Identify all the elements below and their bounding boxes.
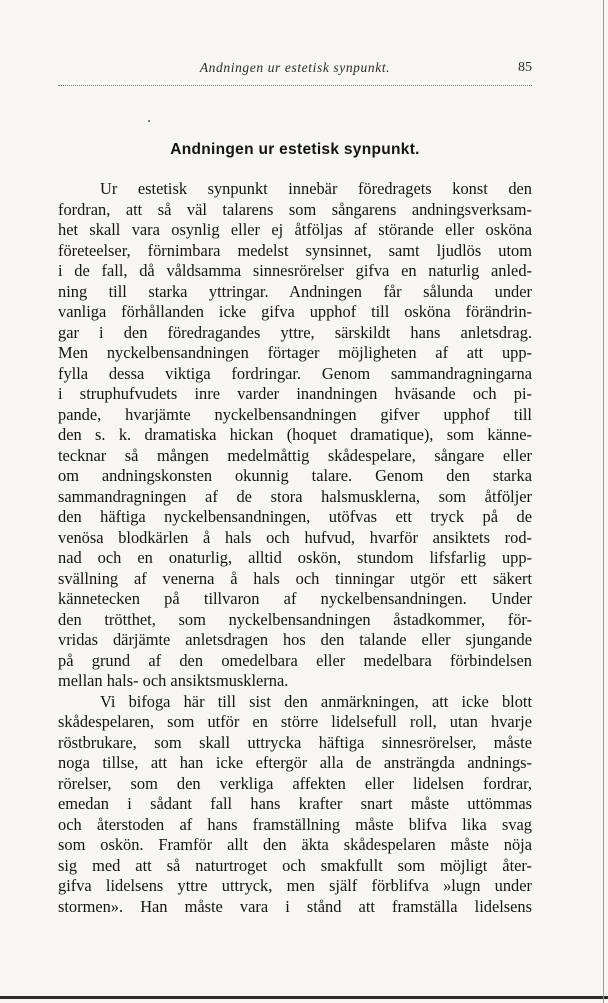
text-line: i struphufvudets inre varder inandningen hväsande och pi- (58, 384, 532, 403)
text-line: sig med att så naturtroget och smakfullt som möjligt åter- (58, 855, 532, 875)
running-title: Andningen ur estetisk synpunkt. (199, 60, 391, 75)
text-line: vanliga förhållanden icke gifva upphof till osköna förändrin- (58, 302, 532, 321)
text-line: svällning af venerna å hals och tinningar utgör ett säkert (58, 568, 532, 588)
text-line: gifva lidelsens yttre uttryck, men själf förblifva »lugn under (58, 876, 532, 895)
text-line: gar i den föredragandes yttre, särskildt hans anletsdrag. (58, 322, 532, 342)
text-line: företeelser, förnimbara medelst synsinnet, samt ljudlös utom (58, 240, 532, 260)
text-line: ning till starka yttringar. Andningen får sålunda under (58, 281, 532, 301)
text-line: den trötthet, som nyckelbensandningen åstadkommer, för- (58, 609, 532, 629)
text-line: nad och en onaturlig, alltid oskön, stundom lifsfarlig upp- (58, 548, 532, 567)
paragraph-1-last-line: mellan hals- och ansiktsmusklerna. (58, 671, 289, 690)
right-page-edge (603, 0, 604, 1003)
text-line: pande, hvarjämte nyckelbensandningen gifver upphof till (58, 404, 532, 424)
paragraph-1-first-line: Ur estetisk synpunkt innebär föredragets konst den (100, 179, 532, 198)
text-line: om andningskonsten okunnig talare. Genom den starka (58, 466, 532, 485)
text-line: sammandragningen af de stora halsmusklerna, som åtföljer (58, 486, 532, 506)
page-number: 85 (518, 60, 532, 75)
text-line: den häftiga nyckelbensandningen, utöfvas ett tryck på de (58, 507, 532, 526)
text-line: het skall vara osynlig eller ej åtföljas af störande eller osköna (58, 220, 532, 239)
text-line: venösa blodkärlen å hals och hufvud, hvarför ansiktets rod- (58, 527, 532, 547)
bottom-edge-rule (0, 996, 608, 999)
text-line: Men nyckelbensandningen förtager möjligheten af att upp- (58, 343, 532, 362)
text-line: fylla dessa viktiga fordringar. Genom sammandragningarna (58, 363, 532, 383)
header-rule (58, 85, 532, 86)
text-line: den s. k. dramatiska hickan (hoquet dramatique), som känne- (58, 425, 532, 444)
text-line: och återstoden af hans framställning måste blifva lika svag (58, 814, 532, 834)
text-line: kännetecken på tillvaron af nyckelbensandningen. Under (58, 589, 532, 608)
text-line: stormen». Han måste vara i stånd att framställa lidelsens (58, 896, 532, 916)
text-line: röstbrukare, som skall uttrycka häftiga sinnesrörelser, måste (58, 732, 532, 752)
print-speck (148, 120, 150, 122)
paragraph-2-first-line: Vi bifoga här till sist den anmärkningen, att icke blott (100, 691, 532, 711)
chapter-title: Andningen ur estetisk synpunkt. (170, 141, 420, 158)
text-line: på grund af den omedelbara eller medelbara förbindelsen (58, 650, 532, 670)
text-line: emedan i sådant fall hans krafter snart måste uttömmas (58, 794, 532, 813)
text-line: i de fall, då våldsamma sinnesrörelser gifva en naturlig anled- (58, 261, 532, 280)
body-text (58, 179, 532, 917)
text-line: fordran, att så väl talarens som sångarens andningsverksam- (58, 199, 532, 219)
text-line: tecknar så mången medelmåttig skådespelare, sångare eller (58, 445, 532, 465)
text-line: vridas därjämte anletsdragen hos den talande eller sjungande (58, 630, 532, 649)
text-line: rörelser, som den verkliga affekten eller lidelsen fordrar, (58, 773, 532, 793)
text-line: skådespelaren, som utför en större lidelsefull roll, utan hvarje (58, 712, 532, 731)
text-line: noga tillse, att han icke eftergör alla de ansträngda andnings- (58, 753, 532, 772)
text-line: som oskön. Framför allt den äkta skådespelaren måste nöja (58, 835, 532, 854)
running-header (58, 60, 532, 80)
